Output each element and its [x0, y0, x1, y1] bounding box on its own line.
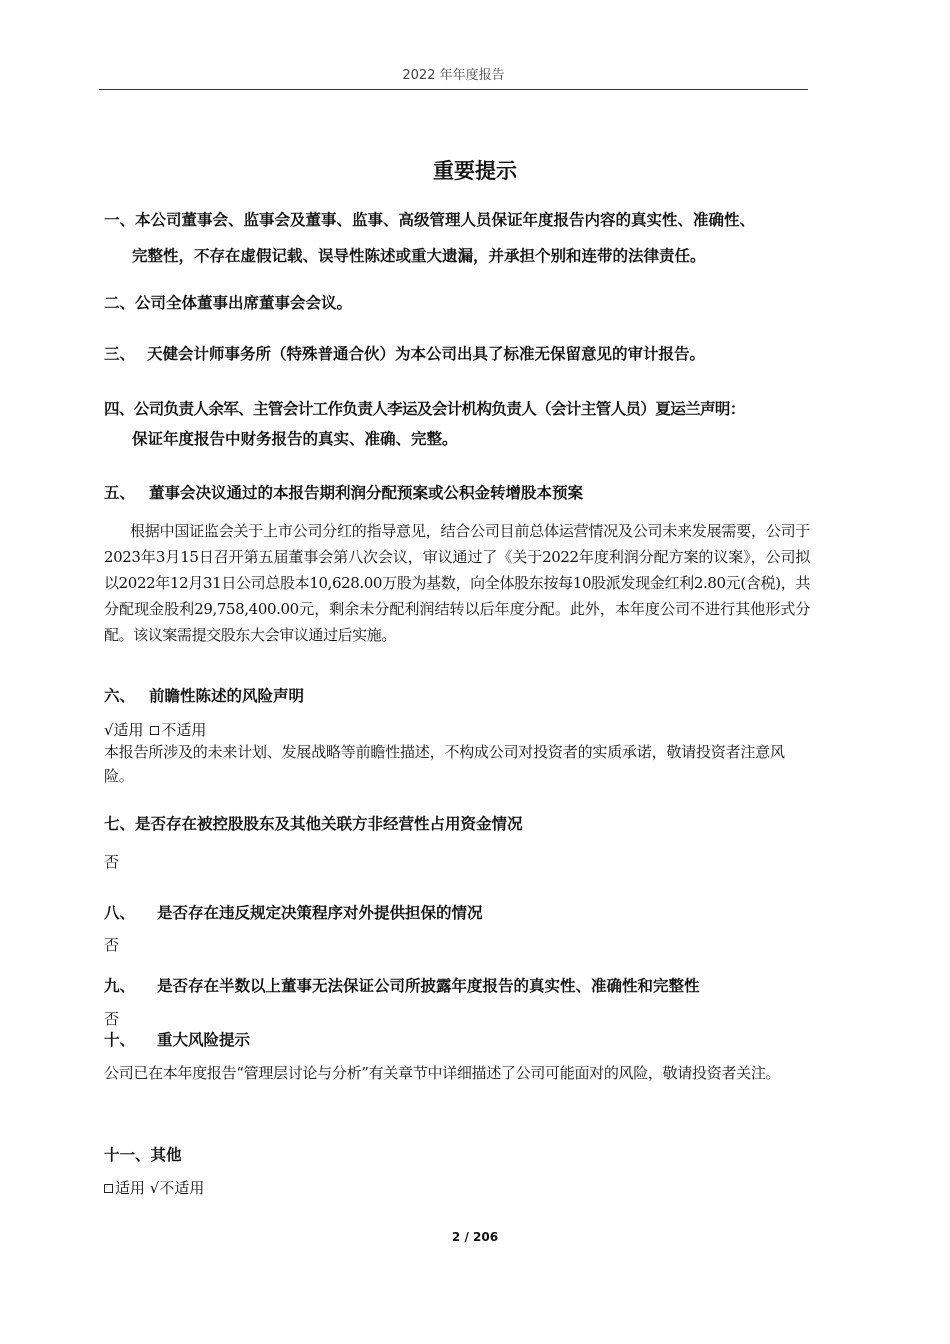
section-7	[104, 810, 814, 838]
section-1	[104, 206, 814, 270]
section-5	[104, 479, 814, 507]
section-number: 九、	[104, 977, 136, 995]
section-number: 八、	[104, 904, 136, 922]
section-text: 本公司董事会、监事会及董事、监事、高级管理人员保证年度报告内容的真实性、准确性、	[135, 211, 756, 229]
section-number: 五、	[104, 484, 136, 502]
section-text: 公司负责人余军、主管会计工作负责人李运及会计机构负责人（会计主管人员）夏运兰声明：	[133, 400, 745, 418]
section-text: 是否存在半数以上董事无法保证公司所披露年度报告的真实性、准确性和完整性	[157, 977, 700, 995]
section-10-body: 公司已在本年度报告“管理层讨论与分析”有关章节中详细描述了公司可能面对的风险，敬请投资者关注。	[104, 1064, 781, 1082]
section-9	[104, 972, 814, 1000]
option-not-applicable: 不适用	[161, 721, 207, 739]
section-number: 十、	[104, 1031, 136, 1049]
section-6-body: 本报告所涉及的未来计划、发展战略等前瞻性描述，不构成公司对投资者的实质承诺，敬请投资者注意风险。	[104, 743, 785, 785]
section-text: 是否存在被控股股东及其他关联方非经营性占用资金情况	[135, 815, 523, 833]
page-title: 重要提示	[433, 159, 517, 183]
section-text-continued: 完整性，不存在虚假记载、误导性陈述或重大遗漏，并承担个别和连带的法律责任。	[132, 247, 706, 265]
section-number: 一、	[104, 211, 136, 229]
section-text: 天健会计师事务所（特殊普通合伙）为本公司出具了标准无保留意见的审计报告。	[147, 345, 706, 363]
section-11-options	[104, 1177, 814, 1199]
checkbox-icon	[104, 1184, 113, 1193]
section-3	[104, 340, 814, 368]
section-text: 前瞻性陈述的风险声明	[149, 687, 305, 705]
checkbox-icon	[150, 726, 159, 735]
header-title: 2022 年年度报告	[402, 68, 505, 83]
section-4	[104, 395, 814, 453]
section-6-options	[104, 719, 814, 741]
section-text-continued: 保证年度报告中财务报告的真实、准确、完整。	[132, 430, 458, 448]
section-text: 董事会决议通过的本报告期利润分配预案或公积金转增股本预案	[149, 484, 584, 502]
section-9-answer: 否	[104, 1010, 120, 1028]
section-number: 六、	[104, 687, 136, 705]
section-number: 七、	[104, 815, 136, 833]
page-number: 2 / 206	[451, 1230, 499, 1244]
section-11	[104, 1141, 814, 1169]
option-applicable: 适用	[115, 1179, 146, 1197]
page-header	[99, 66, 808, 90]
option-not-applicable-checked: √不适用	[149, 1179, 205, 1197]
section-8	[104, 899, 814, 927]
section-6	[104, 682, 814, 710]
section-text: 其他	[150, 1146, 182, 1164]
section-7-answer: 否	[104, 853, 120, 871]
section-text: 是否存在违反规定决策程序对外提供担保的情况	[157, 904, 483, 922]
option-applicable-checked: √适用	[104, 721, 144, 739]
section-text: 重大风险提示	[157, 1031, 251, 1049]
section-text: 公司全体董事出席董事会会议。	[135, 294, 353, 312]
section-number: 四、	[104, 400, 134, 418]
section-2	[104, 289, 814, 317]
section-number: 十一、	[104, 1146, 151, 1164]
section-number: 三、	[104, 345, 136, 363]
section-5-body: 根据中国证监会关于上市公司分红的指导意见，结合公司目前总体运营情况及公司未来发展需要，公司于2023年3月15日召开第五届董事会第八次会议，审议通过了《关于2022年度利润分配方案的议案》，公司拟以2022年12月31日公司总股本10,628.00万股为基数，向全体股东按每10股派发现金红利2.80元(含税)，共分配现金股利29,758,400.00元，剩余未分配利润结转以后年度分配。此外，本年度公司不进行其他形式分配。该议案需提交股东大会审议通过后实施。	[104, 522, 810, 644]
section-8-answer: 否	[104, 936, 120, 954]
section-number: 二、	[104, 294, 136, 312]
section-10	[104, 1026, 814, 1054]
